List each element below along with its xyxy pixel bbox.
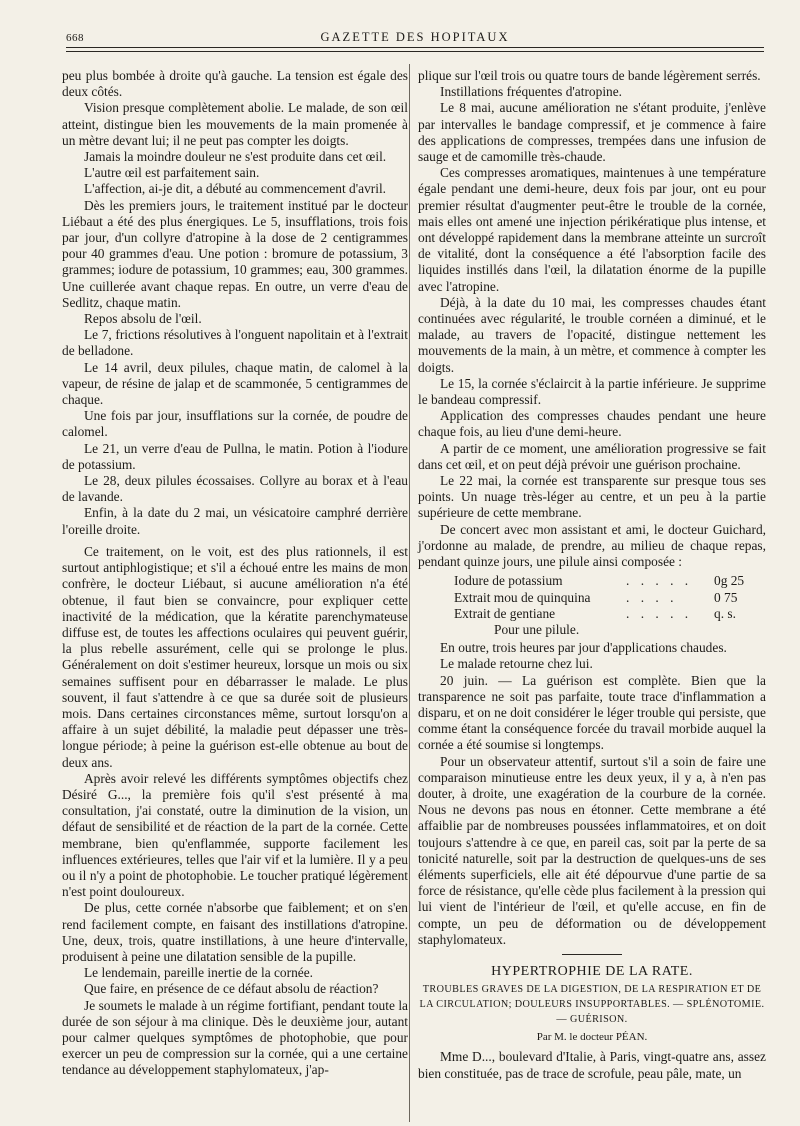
paragraph: L'affection, ai-je dit, a débuté au commencement d'avril. (84, 181, 387, 197)
paragraph: Repos absolu de l'œil. (84, 311, 202, 327)
paragraph: Le 22 mai, la cornée est transparente sur presque tous ses points. Un nuage très-léger au centre, et un peu à la partie supérieure de cette membrane. (418, 473, 766, 521)
header-rule-double (66, 51, 764, 52)
paragraph: Ce traitement, on le voit, est des plus rationnels, il est surtout antiphlogistique; et s'il a échoué entre les mains de mon confrère, le docteur Liébaut, si aucune amélioration n'a été obtenue, il faut bien se convaincre, pour expliquer cette inactivité de la médication, que la kératite parenchymateuse diffuse est, de toutes les affections oculaires qui peuvent guérir, la plus rebelle assurément, celle qui se prolonge le plus. Généralement on doit s'estimer heureux, lorsque un mois ou six semaines suffisent pour en débarrasser le malade. Le plus souvent, il faut s'attendre à ce que sa durée soit de plusieurs mois. Dans certaines circonstances même, surtout lorsqu'on a affaire à un sujet débilité, la maladie peut dépasser une très-longue période; à peine la guérison est-elle obtenue au bout de deux ans. (62, 543, 408, 770)
paragraph: Jamais la moindre douleur ne s'est produite dans cet œil. (84, 149, 387, 165)
prescription-row (454, 606, 754, 622)
paragraph: En outre, trois heures par jour d'applications chaudes. (440, 640, 727, 656)
paragraph: Que faire, en présence de ce défaut absolu de réaction? (84, 981, 379, 997)
paragraph: Le 28, deux pilules écossaises. Collyre au borax et à l'eau de lavande. (62, 473, 408, 505)
paragraph: Ces compresses aromatiques, maintenues à une température égale pendant une demi-heure, deux fois par jour, ont eu pour premier résultat d'augmenter peut-être le trouble de la cornée, mais elles ont amené une injection périkératique plus intense, et ont développé rapidement dans la membrane atteinte un surcroît de vitalité, dont la conséquence a été l'absorption facile des liquides instillés dans l'œil, la dilatation énorme de la pupille avec l'atropine. (418, 165, 766, 294)
paragraph: Instillations fréquentes d'atropine. (440, 84, 623, 100)
paragraph: Dès les premiers jours, le traitement institué par le docteur Liébaut a été des plus énergiques. Le 5, insufflations, trois fois par jour, d'un collyre d'atropine à la dose de 2 centigrammes pour 40 grammes d'eau. Une potion : bromure de potassium, 3 grammes; iodure de potassium, 10 grammes; eau, 300 grammes. Une cuillerée avant chaque repas. En outre, un verre d'eau de Sedlitz, chaque matin. (62, 197, 408, 310)
paragraph: Le 7, frictions résolutives à l'onguent napolitain et à l'extrait de belladone. (62, 327, 408, 359)
paragraph: Le 8 mai, aucune amélioration ne s'étant produite, j'enlève par intervalles le bandage compressif, et je commence à faire des applications de compresses, trempées dans une infusion de sauge et de camomille très-chaude. (418, 100, 766, 165)
prescription-rows (454, 573, 766, 622)
prescription-dose: 0 75 (714, 589, 738, 605)
paragraph: Après avoir relevé les différents symptômes objectifs chez Désiré G..., la première fois qu'il s'est présenté à ma consultation, j'ai constaté, outre la diminution de la vision, un défaut de sensibilité et de réaction de la part de la cornée. Cette membrane, bien qu'enflammée, supporte facilement les influences extérieures, telles que l'air vif et la lumière. Il y a peu ou il n'y a point de photophobie. Le toucher pratiqué légèrement n'est point douloureux. (62, 770, 408, 900)
right-column (418, 68, 766, 1082)
section-first-paragraph: Mme D..., boulevard d'Italie, à Paris, vingt-quatre ans, assez bien constituée, pas de trace de scrofule, peau pâle, mate, un (418, 1049, 766, 1081)
column-separator (409, 64, 410, 1122)
paragraph: Déjà, à la date du 10 mai, les compresses chaudes étant continuées avec régularité, le trouble cornéen a diminué, et le malade, au travers de l'opacité, distingue nettement les mouvements de la main, à un mètre, et commence à compter les doigts. (418, 294, 766, 375)
paragraph: Vision presque complètement abolie. Le malade, de son œil atteint, distingue bien les mouvements de la main promenée à un mètre devant lui; il ne peut pas compter les doigts. (62, 100, 408, 148)
paragraph: Le 14 avril, deux pilules, chaque matin, de calomel à la vapeur, de résine de jalap et de scammonée, 5 centigrammes de chaque. (62, 359, 408, 408)
paragraph: peu plus bombée à droite qu'à gauche. La tension est égale des deux côtés. (62, 68, 408, 100)
prescription-dots: . . . . . (626, 573, 693, 589)
section-author: Par M. le docteur PÉAN. (536, 1031, 648, 1044)
paragraph: L'autre œil est parfaitement sain. (84, 165, 260, 181)
prescription-dots: . . . . . (626, 605, 693, 621)
paragraph: De plus, cette cornée n'absorbe que faiblement; et on s'en rend facilement compte, en faisant des instillations d'atropine. Une, deux, trois, quatre instillations, à une heure d'intervalle, produisent à peine une dilatation sensible de la pupille. (62, 900, 408, 964)
paragraph: 20 juin. — La guérison est complète. Bien que la transparence ne soit pas parfaite, toute trace d'inflammation a disparu, et on ne doit considérer le léger trouble qui persiste, que comme étant la conséquence forcée du travail morbide auquel la cornée a été soumise si longtemps. (418, 672, 766, 753)
paragraph: Le malade retourne chez lui. (440, 656, 593, 672)
paragraph: Enfin, à la date du 2 mai, un vésicatoire camphré derrière l'oreille droite. (62, 505, 408, 537)
prescription-ingredient: Iodure de potassium (454, 573, 563, 589)
section-title: HYPERTROPHIE DE LA RATE. (491, 963, 693, 979)
paragraph: Je soumets le malade à un régime fortifiant, pendant toute la durée de son séjour à ma clinique. Dès le deuxième jour, autant pour calmer quelques symptômes de photophobie, que pour exercer un peu de compression sur la cornée, qui a une certaine tendance au développement staphylomateux, j'ap- (62, 997, 408, 1078)
prescription-footer: Pour une pilule. (494, 621, 580, 637)
prescription-dose: 0g 25 (714, 573, 745, 589)
prescription-dose: q. s. (714, 605, 736, 621)
prescription-ingredient: Extrait mou de quinquina (454, 589, 591, 605)
paragraph: Le 21, un verre d'eau de Pullna, le matin. Potion à l'iodure de potassium. (62, 440, 408, 472)
right-paragraphs-after (418, 640, 766, 948)
paragraph: De concert avec mon assistant et ami, le docteur Guichard, j'ordonne au malade, de prendre, au milieu de chaque repas, pendant quinze jours, une pilule ainsi composée : (418, 521, 766, 570)
paragraph: Pour un observateur attentif, surtout s'il a soin de faire une comparaison minutieuse entre les deux yeux, il y a, à n'en pas douter, à droite, une exagération de la courbure de la cornée. Nous ne devons pas nous en étonner. Cette membrane a été affaiblie par de nombreuses poussées inflammatoires, et on doit toujours s'attendre à ce que, en pareil cas, soit par la perte de sa tonicité naturelle, soit par la destruction de quelques-uns de ses éléments superficiels, elle ait été dépourvue d'une partie de sa force de résistance, qu'elle cède plus facilement à la pression qui lui vient de l'intérieur de l'œil, et qu'elle accuse, en fin de compte, un peu de déformation ou de développement staphylomateux. (418, 753, 766, 947)
prescription-ingredient: Extrait de gentiane (454, 605, 556, 621)
prescription (454, 573, 766, 638)
page-number: 668 (66, 32, 84, 44)
paragraph: A partir de ce moment, une amélioration progressive se fait dans cet œil, et on peut déjà prévoir une guérison prochaine. (418, 440, 766, 472)
paragraph: Une fois par jour, insufflations sur la cornée, de poudre de calomel. (62, 408, 408, 440)
paragraph: Le lendemain, pareille inertie de la cornée. (84, 965, 314, 981)
prescription-row (454, 573, 754, 589)
header-rule (66, 47, 764, 48)
section-divider (562, 954, 622, 955)
left-column (62, 68, 408, 1079)
paragraph: plique sur l'œil trois ou quatre tours de bande légèrement serrés. (418, 68, 761, 83)
running-title: GAZETTE DES HOPITAUX (320, 30, 510, 44)
prescription-dots: . . . . (626, 589, 678, 605)
paragraph: Le 15, la cornée s'éclaircit à la partie inférieure. Je supprime le bandeau compressif. (418, 375, 766, 408)
paragraph: Application des compresses chaudes pendant une heure chaque fois, au lieu d'une demi-heure. (418, 408, 766, 440)
section-subtitle: TROUBLES GRAVES DE LA DIGESTION, DE LA RESPIRATION ET DE LA CIRCULATION; DOULEURS INSUPPORTABLES. — SPLÉNOTOMIE. — GUÉRISON. (419, 984, 765, 1026)
right-paragraphs-before (418, 68, 766, 570)
prescription-row (454, 590, 754, 606)
